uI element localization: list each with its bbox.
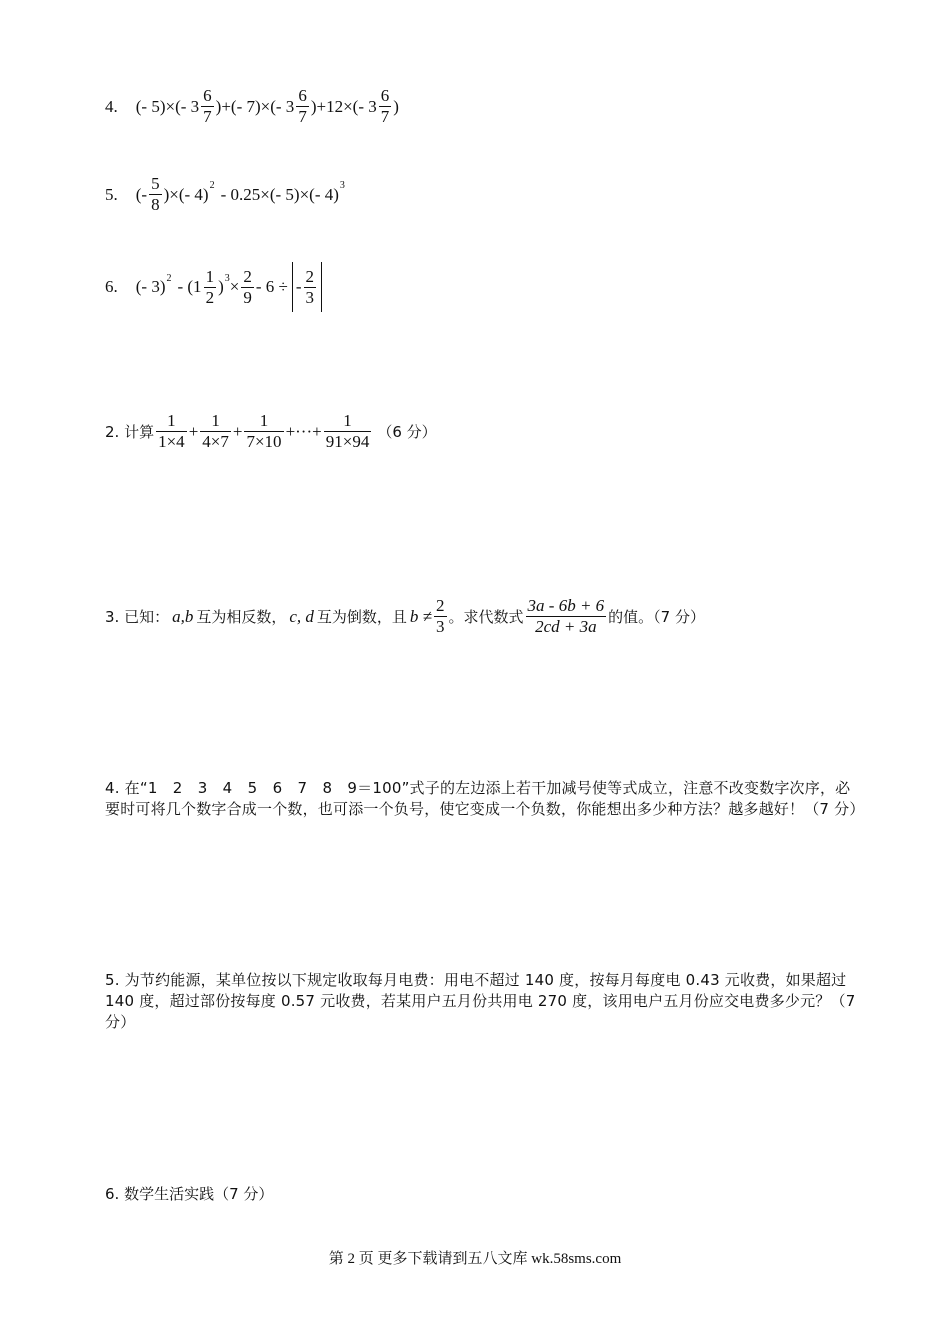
fraction-6-7: $\frac{6}{7}$ <box>380 86 390 126</box>
term-2: $\frac{1}{4\times 7}$ <box>202 411 229 451</box>
fraction-2-3: $\frac{2}{3}$ <box>436 596 445 636</box>
term-4: $\frac{1}{91\times 94}$ <box>325 411 370 451</box>
fraction-1-2: $\frac{1}{2}$ <box>205 266 215 307</box>
question-6: 6. 数学生活实践（7 分） <box>105 1185 274 1203</box>
question-2-prefix: 2. 计算 <box>105 423 155 441</box>
fraction-6-7: $\frac{6}{7}$ <box>298 86 307 126</box>
fraction-2-3: $\frac{2}{3}$ <box>305 266 314 307</box>
term-1: $\frac{1}{1\times 4}$ <box>158 411 185 451</box>
question-2: 2. 计算 $\frac{1}{1\times 4}$ + $\frac{1}{4\times 7}$ + $\frac{1}{7\times 10}$ +···+ $\frac{1}{91\times 94}$ （6 分） <box>105 411 437 451</box>
question-3: 3. 已知： a,b 互为相反数， c, d 互为倒数，且 b ≠ $\frac{2}{3}$ 。求代数式 $\frac{3a - 6b + 6}{2cd + 3a}$ 的值。（7 分） <box>105 596 705 636</box>
question-2-points: （6 分） <box>377 423 437 441</box>
problem-6: 6. (- 3) 2 - (1 $\frac{1}{2}$ ) 3 × $\frac{2}{9}$ - 6 ÷ - $\frac{2}{3}$ <box>105 262 322 312</box>
problem-4: 4. (- 5) × (- 3 $\frac{6}{7}$ )+ (- 7) × (- 3 $\frac{6}{7}$ ) +12 × (- 3 $\frac{6}{7}$ ) <box>105 86 399 126</box>
fraction-2-9: $\frac{2}{9}$ <box>243 266 252 307</box>
question-5: 5. 为节约能源，某单位按以下规定收取每月电费：用电不超过 140 度，按每月每度电 0.43 元收费，如果超过 140 度，超过部份按每度 0.57 元收费，若某用户五月份共用电 270 度，该用电户五月份应交电费多少元？（7 分） <box>105 971 856 1031</box>
fraction-5-8: $\frac{5}{8}$ <box>151 174 160 214</box>
problem-4-label: 4. <box>105 96 118 116</box>
absolute-value: - $\frac{2}{3}$ <box>292 262 322 312</box>
page-footer: 第 2 页 更多下载请到五八文库 wk.58sms.com <box>328 1251 622 1267</box>
problem-5-label: 5. <box>105 184 118 204</box>
term-3: $\frac{1}{7\times 10}$ <box>246 411 282 451</box>
algebraic-expression: $\frac{3a - 6b + 6}{2cd + 3a}$ <box>527 596 605 636</box>
question-4: 4. 在“1 2 3 4 5 6 7 8 9＝100”式子的左边添上若干加减号使等式成立，注意不改变数字次序，必要时可将几个数字合成一个数，也可添一个负号，使它变成一个负数，你能想出多少种方法？越多越好！（7 分） <box>105 779 865 818</box>
fraction-6-7: $\frac{6}{7}$ <box>203 86 212 126</box>
problem-6-label: 6. <box>105 277 118 296</box>
problem-5: 5. (- $\frac{5}{8}$ )× (- 4) 2 - 0.25 × (- 5) × (- 4) 3 <box>105 174 345 214</box>
